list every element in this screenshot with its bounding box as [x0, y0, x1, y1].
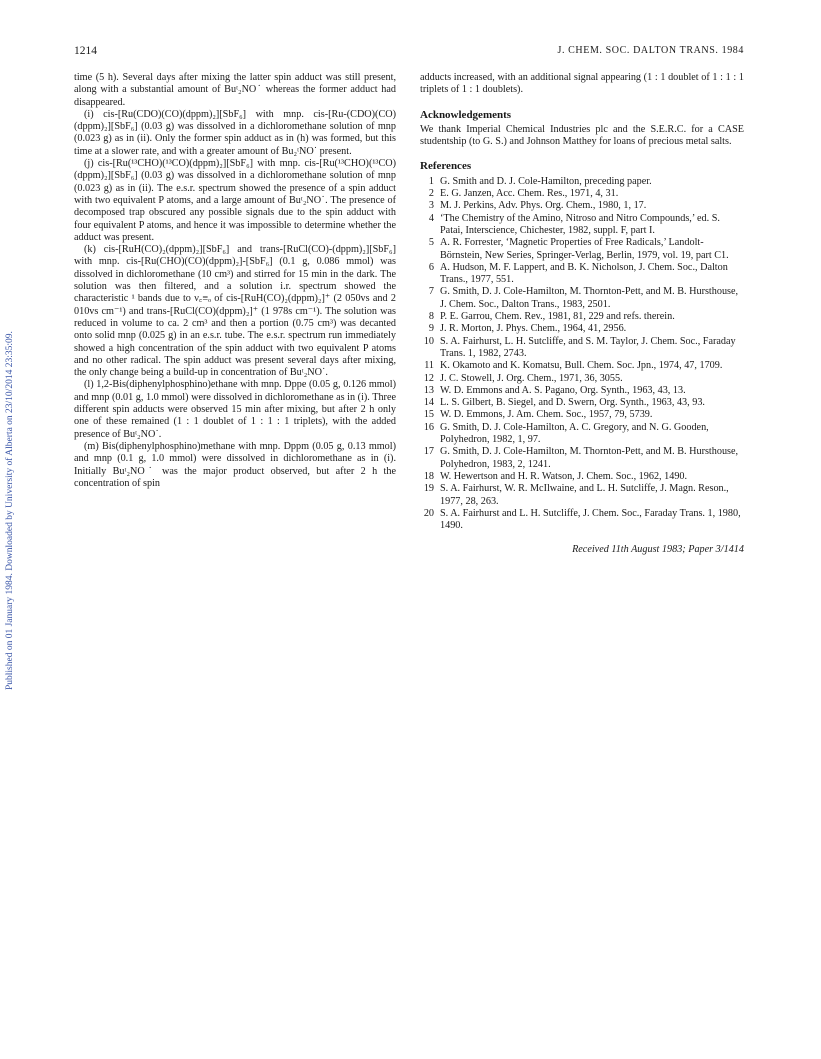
reference-number: 20	[423, 507, 434, 519]
reference-number: 12	[423, 372, 434, 384]
reference-number: 4	[428, 212, 434, 224]
reference-number: 19	[423, 483, 434, 495]
reference-number: 15	[423, 409, 434, 421]
reference-item	[420, 422, 744, 447]
reference-item	[420, 237, 744, 262]
reference-text: G. Smith and D. J. Cole-Hamilton, preceding paper.	[440, 175, 652, 187]
reference-text: K. Okamoto and K. Komatsu, Bull. Chem. Soc. Jpn., 1974, 47, 1709.	[440, 360, 723, 372]
reference-text: S. A. Fairhurst, L. H. Sutcliffe, and S. M. Taylor, J. Chem. Soc., Faraday Trans. 1, 1982, 2743.	[440, 335, 736, 359]
reference-item	[420, 446, 744, 471]
reference-number: 14	[423, 397, 434, 409]
reference-number: 11	[424, 360, 434, 372]
reference-number: 18	[423, 470, 434, 482]
reference-number: 8	[428, 311, 434, 323]
page-number: 1214	[74, 45, 97, 57]
reference-number: 10	[423, 335, 434, 347]
reference-text: G. Smith, D. J. Cole-Hamilton, M. Thornton-Pett, and M. B. Hursthouse, Polyhedron, 1983, 2, 1241.	[440, 446, 739, 470]
paragraph-experiment-i: (i) cis-[Ru(CDO)(CO)(dppm)₂][SbF₆] with mnp. cis-[Ru-(CDO)(CO)(dppm)₂][SbF₆] (0.03 g) was dissolved in a dichloromethane solution of mnp (0.023 g) as in (ii). Only the former spin adduct as in (h) was formed, but this time at a slower rate, and with a greater amount of Bu₂ᵗNO˙ present.	[74, 108, 396, 157]
reference-item	[420, 471, 744, 483]
reference-item	[420, 200, 744, 212]
reference-item	[420, 262, 744, 287]
reference-number: 3	[428, 200, 434, 212]
paragraph-experiment-m: (m) Bis(diphenylphosphino)methane with mnp. Dppm (0.05 g, 0.13 mmol) and mnp (0.1 g, 1.0 mmol) were dissolved in dichloromethane as in (i). Initially Buᵗ₂NO˙ was the major product observed, but after 2 h the concentration of spin	[74, 440, 396, 489]
reference-number: 5	[428, 237, 434, 249]
reference-text: W. Hewertson and H. R. Watson, J. Chem. Soc., 1962, 1490.	[440, 470, 688, 482]
reference-number: 13	[423, 384, 434, 396]
reference-text: G. Smith, D. J. Cole-Hamilton, A. C. Gregory, and N. G. Gooden, Polyhedron, 1982, 1, 97.	[440, 421, 709, 446]
reference-text: A. R. Forrester, ‘Magnetic Properties of Free Radicals,’ Landolt-Börnstein, New Series, Springer-Verlag, Berlin, 1979, vol. 19, part C1.	[440, 237, 729, 261]
reference-text: ‘The Chemistry of the Amino, Nitroso and Nitro Compounds,’ ed. S. Patai, Interscience, Chichester, 1982, suppl. F, part I.	[440, 212, 720, 236]
reference-number: 1	[428, 175, 434, 187]
reference-item	[420, 397, 744, 409]
reference-text: M. J. Perkins, Adv. Phys. Org. Chem., 1980, 1, 17.	[440, 200, 647, 212]
reference-number: 7	[428, 286, 434, 298]
reference-item	[420, 323, 744, 335]
reference-item	[420, 483, 744, 508]
paragraph-experiment-j: (j) cis-[Ru(¹³CHO)(¹³CO)(dppm)₂][SbF₆] with mnp. cis-[Ru(¹³CHO)(¹³CO)(dppm)₂][SbF₆] (0.03 g) was dissolved in a dichloromethane solution of mnp (0.023 g) as in (ii). The e.s.r. spectrum showed the presence of a spin adduct with two equivalent P atoms, and a large amount of Buᵗ₂NO˙. The presence of decomposed trap obscured any possible signals due to the spin adduct with four equivalent P atoms, and hence it was impossible to determine whether the adduct was present.	[74, 158, 396, 243]
received-date: Received 11th August 1983; Paper 3/1414	[572, 544, 744, 556]
reference-item	[420, 188, 744, 200]
reference-item	[420, 360, 744, 372]
reference-number: 17	[423, 446, 434, 458]
reference-number: 16	[423, 421, 434, 433]
reference-item	[420, 373, 744, 385]
acknowledgements-text: We thank Imperial Chemical Industries plc and the S.E.R.C. for a CASE studentship (to G. S.) and Johnson Matthey for loans of precious metal salts.	[420, 123, 744, 148]
reference-item	[420, 508, 744, 533]
reference-item	[420, 286, 744, 311]
reference-item	[420, 311, 744, 323]
reference-text: W. D. Emmons, J. Am. Chem. Soc., 1957, 79, 5739.	[440, 409, 653, 421]
acknowledgements-heading: Acknowledgements	[420, 108, 512, 121]
publication-sidebar-note: Published on 01 January 1984. Downloaded by University of Alberta on 23/10/2014 23:35:09.	[5, 331, 15, 690]
reference-text: J. C. Stowell, J. Org. Chem., 1971, 36, 3055.	[440, 372, 623, 384]
reference-item	[420, 213, 744, 238]
reference-text: S. A. Fairhurst and L. H. Sutcliffe, J. Chem. Soc., Faraday Trans. 1, 1980, 1490.	[440, 507, 741, 532]
reference-item	[420, 336, 744, 361]
left-column	[74, 72, 396, 490]
journal-title: J. CHEM. SOC. DALTON TRANS. 1984	[557, 45, 744, 56]
paragraph-experiment-l: (l) 1,2-Bis(diphenylphosphino)ethane with mnp. Dppe (0.05 g, 0.126 mmol) and mnp (0.01 g, 1.0 mmol) were dissolved in dichloromethane as in (i). Three different spin adducts were observed 15 min after mixing, but after 2 h only one of these remained (1 : 1 doublet of 1 : 1 : 1 triplets), with the added presence of Buᵗ₂NO˙.	[74, 379, 396, 440]
reference-number: 6	[428, 261, 434, 273]
reference-text: J. R. Morton, J. Phys. Chem., 1964, 41, 2956.	[440, 323, 627, 335]
reference-text: A. Hudson, M. F. Lappert, and B. K. Nicholson, J. Chem. Soc., Dalton Trans., 1977, 551.	[440, 261, 728, 286]
paragraph-continuation-right: adducts increased, with an additional signal appearing (1 : 1 doublet of 1 : 1 : 1 triplets of 1 : 1 doublets).	[420, 72, 744, 96]
reference-text: G. Smith, D. J. Cole-Hamilton, M. Thornton-Pett, and M. B. Hursthouse, J. Chem. Soc., Dalton Trans., 1983, 2501.	[440, 286, 739, 310]
reference-text: L. S. Gilbert, B. Siegel, and D. Swern, Org. Synth., 1963, 43, 93.	[440, 397, 705, 409]
page-header	[74, 45, 744, 61]
paragraph-experiment-k: (k) cis-[RuH(CO)₂(dppm)₂][SbF₆] and trans-[RuCl(CO)-(dppm)₂][SbF₆] with mnp. cis-[Ru(CHO)(CO)(dppm)₂]-[SbF₆] (0.1 g, 0.086 mmol) was dissolved in dichloromethane (10 cm³) and stirred for 15 min in the dark. The solution was then filtered, and a solution i.r. spectrum showed the characteristic ¹ bands due to ν꜀≡ₒ of cis-[RuH(CO)₂(dppm)₂]⁺ (2 050vs and 2 010vs cm⁻¹) and trans-[RuCl(CO)(dppm)₂]⁺ (1 978s cm⁻¹). The solution was reduced in volume to ca. 2 cm³ and then a portion (0.75 cm³) was decanted onto solid mnp (0.025 g) in an e.s.r. tube. The e.s.r. spectrum run immediately showed a high concentration of the spin adduct with two equivalent P atoms and no other radical. The spin adduct was present several days after mixing, the only change being a build-up in concentration of Buᵗ₂NO˙.	[74, 244, 396, 379]
right-column	[420, 72, 744, 557]
reference-text: E. G. Janzen, Acc. Chem. Res., 1971, 4, 31.	[440, 188, 619, 200]
reference-list	[420, 176, 744, 533]
reference-text: P. E. Garrou, Chem. Rev., 1981, 81, 229 and refs. therein.	[440, 311, 675, 323]
references-heading: References	[420, 160, 472, 173]
reference-number: 2	[428, 188, 434, 200]
reference-item	[420, 176, 744, 188]
paragraph-continuation: time (5 h). Several days after mixing the latter spin adduct was still present, along with a substantial amount of Buᵗ₂NO˙ whereas the former adduct had disappeared.	[74, 72, 396, 108]
reference-item	[420, 409, 744, 421]
reference-text: S. A. Fairhurst, W. R. McIlwaine, and L. H. Sutcliffe, J. Magn. Reson., 1977, 28, 263.	[440, 483, 729, 507]
reference-text: W. D. Emmons and A. S. Pagano, Org. Synth., 1963, 43, 13.	[440, 384, 686, 396]
reference-item	[420, 385, 744, 397]
reference-number: 9	[428, 323, 434, 335]
